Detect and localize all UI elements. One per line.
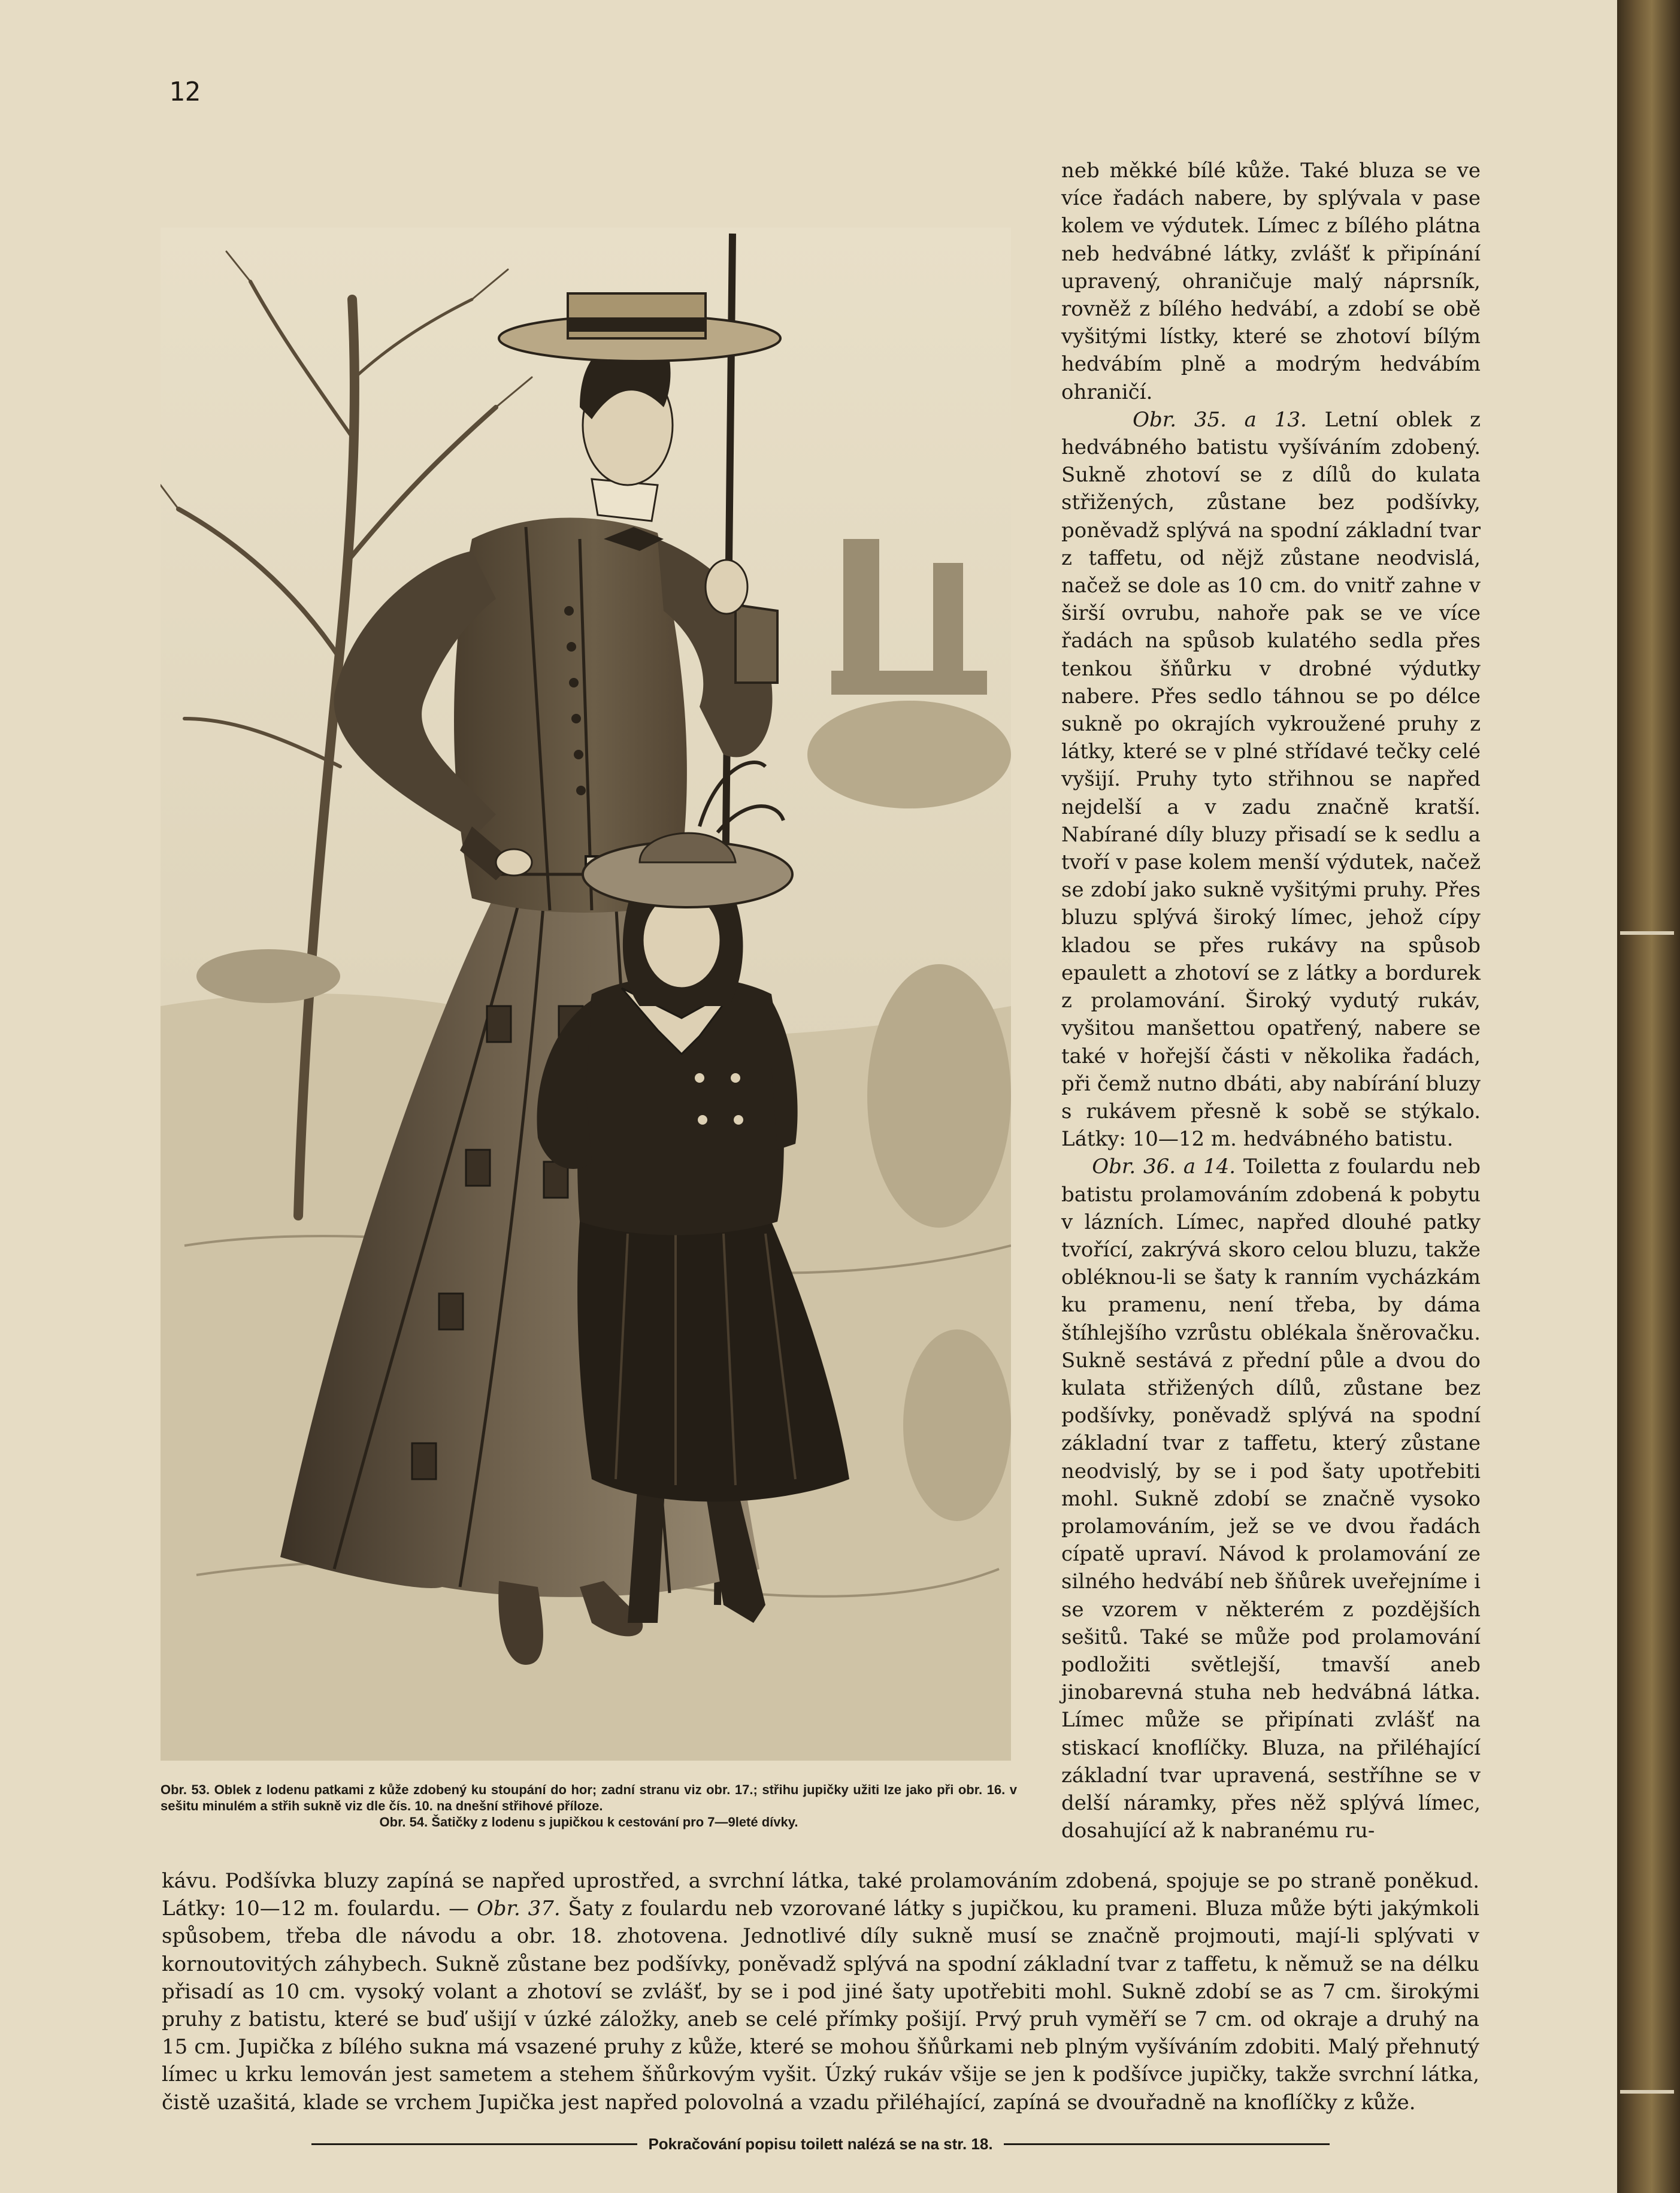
bottom-paragraph xyxy=(162,1867,1479,2116)
footer-rule-right xyxy=(1004,2143,1330,2145)
bottom-text-part-2: Šaty z foulardu neb vzorované látky s jupičkou, ku prameni. Bluza může býti jakýmkoli spůsobem, třeba dle návodu a obr. 18. zhotovena. Jednotlivé díly sukně musí se značně projmouti, mají-li splývati v kornoutovitých záhybech. Sukně zůstane bez podšívky, poněvadž splývá na spodní základní tvar z taffetu, k němuž se na délku přisadí as 10 cm. vysoký volant a zhotoví se zvlášť, by se i pod jiné šaty upotřebiti mohl. Sukně zdobí se as 7 cm. širokými pruhy z batistu, které se buď ušijí v úzké záložky, aneb se celé přímky pošijí. Prvý pruh vyměří se 7 cm. od okraje a druhý na 15 cm. Jupička z bílého sukna má vsazené pruhy z kůže, které se mohou šňůrkami neb plným vyšíváním zdobiti. Malý přehnutý límec u krku lemován jest sametem a stehem šňůrkovým vyšit. Úzký rukáv všije se jen k podšívce jupičky, takže svrchní látka, čistě uzašitá, klade se vrchem Jupička jest napřed polovolná a vzadu přiléhající, zapíná se dvouřadně na knoflíčky z kůže. xyxy=(162,1897,1480,2115)
caption-line-1: Obr. 53. Oblek z lodenu patkami z kůže zdobený ku stoupání do hor; zadní stranu viz obr. 17.; střihu jupičky užiti lze jako při obr. 16. v sešitu minulém a střih sukně viz dle čís. 10. na dnešní střihové příloze. xyxy=(161,1782,1017,1813)
continuation-footer xyxy=(311,2135,1330,2153)
page-edge-mark xyxy=(1620,931,1674,935)
bottom-text-part-1: kávu. Podšívka bluzy zapíná se napřed uprostřed, a svrchní látka, také prolamováním zdobená, spojuje se po straně poněkud. Látky: 10—12 m. foulardu. — xyxy=(162,1869,1479,1921)
figure-reference: Obr. 37. xyxy=(476,1897,561,1921)
right-text-column xyxy=(1061,157,1481,1844)
caption-line-2: Obr. 54. Šatičky z lodenu s jupičkou k cestování pro 7—9leté dívky. xyxy=(379,1815,798,1829)
paragraph-1: neb měkké bílé kůže. Také bluza se ve více řadách nabere, by splývala v pase kolem ve výdutek. Límec z bílého plátna neb hedvábné látky, zvlášť k připínání upravený, ohraničuje malý náprsník, rovněž z bílého hedvábí, a zdobí se obě vyšitými lístky, které se zhotoví bílým hedvábím plně a modrým hedvábím ohraničí. xyxy=(1061,159,1481,404)
figure-reference: Obr. 35. a 13. xyxy=(1133,407,1307,432)
footer-text: Pokračování popisu toilett nalézá se na str. 18. xyxy=(648,2135,993,2153)
figure-caption xyxy=(161,1782,1017,1830)
paragraph-2 xyxy=(1061,406,1481,1153)
page-number: 12 xyxy=(169,77,201,107)
paragraph-3-text: Toiletta z foulardu neb batistu prolamováním zdobená k pobytu v lázních. Límec, napřed dlouhé patky tvořící, zakrývá skoro celou bluzu, takže obléknou-li se šaty k ranním vycházkám ku pramenu, není třeba, by dáma štíhlejšího vzrůstu oblékala šněrovačku. Sukně sestává z přední půle a dvou do kulata střižených dílů, zůstane bez podšívky, poněvadž splývá na spodní základní tvar z taffetu, který zůstane neodvislý, by se i pod šaty upotřebiti mohl. Sukně zdobí se značně vysoko prolamováním, jež se ve dvou řadách cípatě upraví. Návod k prolamování ze silného hedvábí neb šňůrek uveřejníme i se vzorem v některém z pozdějších sešitů. Také se může pod prolamování podložiti světlejší, tmavší aneb jinobarevná stuha neb hedvábná látka. Límec může se připínati zvlášť na stiskací knoflíčky. Bluza, na přiléhající základní tvar upravená, sestříhne se v delší náramky, přes něž splývá límec, dosahující až k nabranému ru- xyxy=(1061,1155,1481,1843)
paragraph-2-text: Letní oblek z hedvábného batistu vyšíváním zdobený. Sukně zhotoví se z dílů do kulata střižených, zůstane bez podšívky, poněvadž splývá na spodní základní tvar z taffetu, od nějž zůstane neodvislá, načež se dole as 10 cm. do vnitř zahne v širší ovrubu, nahoře pak se ve více řadách na spůsob kulatého sedla přes tenkou šňůrku v drobné výdutky nabere. Přes sedlo táhnou se po délce sukně po okrajích vykroužené pruhy z látky, které se v plné střídavé tečky celé vyšijí. Pruhy tyto střihnou se napřed nejdelší a v zadu značně kratší. Nabírané díly bluzy přisadí se k sedlu a tvoří v pase kolem menší výdutek, načež se zdobí jako sukně vyšitými pruhy. Přes bluzu splývá široký límec, jehož cípy kladou se přes rukávy na spůsob epaulett a zhotoví se z látky a bordurek z prolamování. Široký vydutý rukáv, vyšitou manšettou opatřený, nabere se také v hořejší části v několika řadách, při čemž nutno dbáti, aby nabírání bluzy s rukávem přesně k sobě se stýkalo. Látky: 10—12 m. hedvábného batistu. xyxy=(1061,407,1481,1152)
figure-reference: Obr. 36. a 14. xyxy=(1092,1155,1236,1179)
page-edge-mark xyxy=(1620,2090,1674,2094)
fashion-illustration xyxy=(161,228,1011,1761)
page-edge xyxy=(1617,0,1680,2193)
paragraph-3 xyxy=(1061,1153,1481,1844)
footer-rule-left xyxy=(311,2143,637,2145)
